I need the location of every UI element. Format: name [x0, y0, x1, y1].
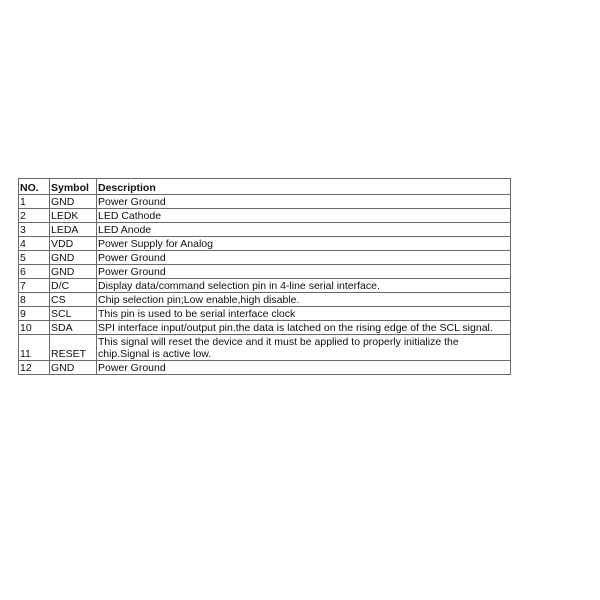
cell-symbol: SDA — [50, 321, 97, 335]
cell-no: 8 — [19, 293, 50, 307]
cell-symbol: GND — [50, 195, 97, 209]
header-no: NO. — [19, 179, 50, 195]
table-row — [19, 237, 511, 251]
cell-description: Power Ground — [97, 251, 511, 265]
header-description: Description — [97, 179, 511, 195]
cell-symbol: GND — [50, 265, 97, 279]
cell-no: 6 — [19, 265, 50, 279]
table-row — [19, 195, 511, 209]
cell-no: 4 — [19, 237, 50, 251]
table-row — [19, 251, 511, 265]
cell-symbol: D/C — [50, 279, 97, 293]
pin-definition-table — [18, 178, 511, 375]
cell-description: Power Ground — [97, 195, 511, 209]
cell-symbol: CS — [50, 293, 97, 307]
cell-no: 11 — [19, 335, 50, 361]
cell-no: 10 — [19, 321, 50, 335]
table-row — [19, 321, 511, 335]
table-row — [19, 223, 511, 237]
cell-no: 3 — [19, 223, 50, 237]
cell-description: Chip selection pin;Low enable,high disable. — [97, 293, 511, 307]
cell-description: Power Supply for Analog — [97, 237, 511, 251]
cell-description: LED Anode — [97, 223, 511, 237]
cell-symbol: LEDA — [50, 223, 97, 237]
table-row — [19, 293, 511, 307]
table-row — [19, 279, 511, 293]
table-row — [19, 307, 511, 321]
table-row — [19, 335, 511, 361]
cell-symbol: GND — [50, 251, 97, 265]
cell-symbol: LEDK — [50, 209, 97, 223]
table-header-row — [19, 179, 511, 195]
cell-symbol: GND — [50, 361, 97, 375]
cell-description: LED Cathode — [97, 209, 511, 223]
cell-description: SPI interface input/output pin.the data is latched on the rising edge of the SCL signal. — [97, 321, 511, 335]
cell-description: Display data/command selection pin in 4-line serial interface. — [97, 279, 511, 293]
cell-symbol: RESET — [50, 335, 97, 361]
cell-description: Power Ground — [97, 361, 511, 375]
cell-no: 2 — [19, 209, 50, 223]
pin-definition-table-container — [18, 178, 510, 375]
header-symbol: Symbol — [50, 179, 97, 195]
table-body — [19, 195, 511, 375]
table-row — [19, 209, 511, 223]
cell-symbol: SCL — [50, 307, 97, 321]
table-row — [19, 361, 511, 375]
cell-no: 9 — [19, 307, 50, 321]
cell-no: 5 — [19, 251, 50, 265]
cell-description: This pin is used to be serial interface clock — [97, 307, 511, 321]
cell-no: 7 — [19, 279, 50, 293]
cell-description: This signal will reset the device and it must be applied to properly initialize the chip.Signal is active low. — [97, 335, 511, 361]
cell-symbol: VDD — [50, 237, 97, 251]
table-row — [19, 265, 511, 279]
cell-no: 12 — [19, 361, 50, 375]
cell-description: Power Ground — [97, 265, 511, 279]
cell-no: 1 — [19, 195, 50, 209]
